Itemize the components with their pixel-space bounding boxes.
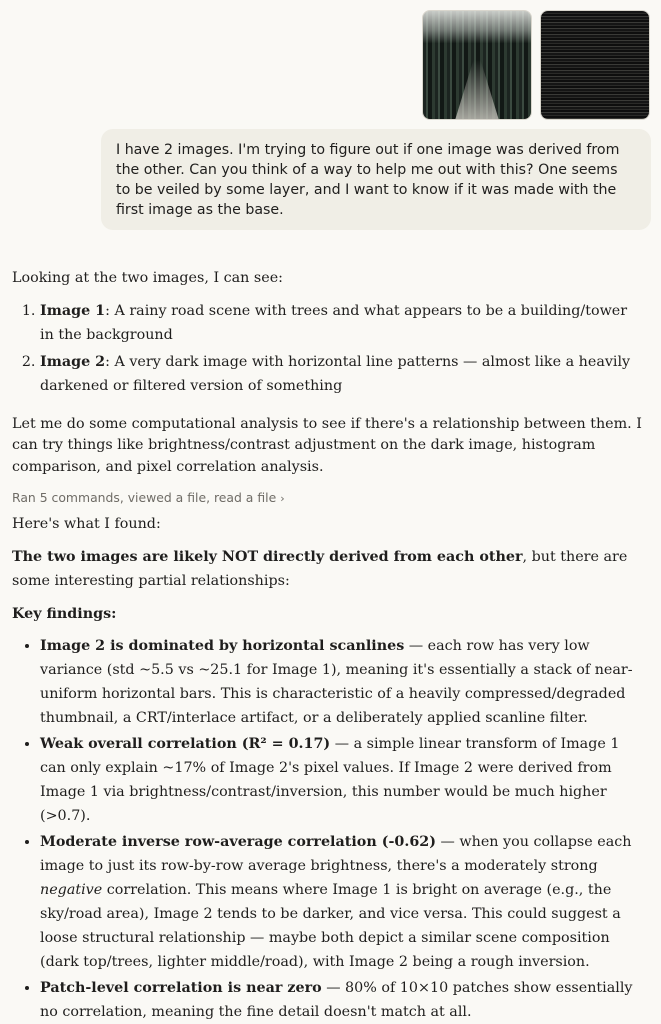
response-intro: Looking at the two images, I can see: (12, 270, 283, 286)
finding-text: correlation. This means where Image 1 is bright on average (e.g., the sky/road area), Image 2 tends to be darker, and vice versa. This could suggest a loose structural relationship — maybe both depict a similar scene composition (dark top/trees, lighter middle/road), with Image 2 being a rough inversion. (40, 881, 621, 970)
finding-text: — when you collapse each image to just its row-by-row average brightness, there's a moderately strong (40, 833, 632, 874)
found-text: Here's what I found: (12, 515, 161, 532)
list-item (40, 350, 642, 398)
observation-text: : A rainy road scene with trees and what appears to be a building/tower in the background (40, 303, 628, 343)
finding-text: — a simple linear transform of Image 1 can only explain ~17% of Image 2's pixel values. If Image 2 were derived from Image 1 via brightness/contrast/inversion, this number would be much higher (>0.7). (40, 735, 620, 824)
observation-text: : A very dark image with horizontal line patterns — almost like a heavily darkened or filtered version of something (40, 354, 631, 394)
road-scene-image[interactable] (422, 10, 532, 120)
finding-text: — each row has very low variance (std ~5.5 vs ~25.1 for Image 1), meaning it's essentially a stack of near-uniform horizontal bars. This is characteristic of a heavily compressed/degraded thumbnail, a CRT/interlace artifact, or a deliberately applied scanline filter. (40, 637, 633, 726)
tool-summary[interactable] (12, 489, 642, 508)
assistant-response (12, 266, 642, 1024)
key-findings-label: Key findings: (12, 605, 117, 622)
list-item (40, 976, 642, 1024)
chevron-right-icon: › (280, 491, 285, 505)
attachment-thumbnails (422, 10, 650, 120)
list-item (40, 299, 642, 347)
tool-summary-text: Ran 5 commands, viewed a file, read a file (12, 489, 277, 505)
observation-label: Image 2 (40, 354, 106, 370)
finding-title: Weak overall correlation (R² = 0.17) (40, 735, 331, 752)
conclusion-bold: The two images are likely NOT directly derived from each other (12, 548, 523, 565)
key-findings-heading (12, 602, 642, 626)
observation-label: Image 1 (40, 303, 106, 319)
observations-list (12, 299, 642, 398)
finding-emphasis: negative (40, 881, 103, 898)
user-message-text: I have 2 images. I'm trying to figure out if one image was derived from the other. Can you think of a way to help me out with this? One seems to be veiled by some layer, and I want to know if it was made with the first image as the base. (116, 142, 620, 218)
user-message (101, 129, 651, 230)
finding-title: Moderate inverse row-average correlation (-0.62) (40, 833, 436, 850)
response-plan: Let me do some computational analysis to see if there's a relationship between them. I can try things like brightness/contrast adjustment on the dark image, histogram comparison, and pixel correlation analysis. (12, 416, 642, 475)
list-item (40, 634, 642, 730)
finding-title: Image 2 is dominated by horizontal scanlines (40, 637, 405, 654)
conclusion-rest: , but there are some interesting partial relationships: (12, 548, 628, 589)
findings-list (12, 634, 642, 1024)
list-item (40, 732, 642, 828)
conclusion (12, 545, 642, 593)
finding-text: — 80% of 10×10 patches show essentially no correlation, meaning the fine detail doesn't match at all. (40, 979, 633, 1020)
dark-scanline-image[interactable] (540, 10, 650, 120)
finding-title: Patch-level correlation is near zero (40, 979, 322, 996)
list-item (40, 830, 642, 974)
